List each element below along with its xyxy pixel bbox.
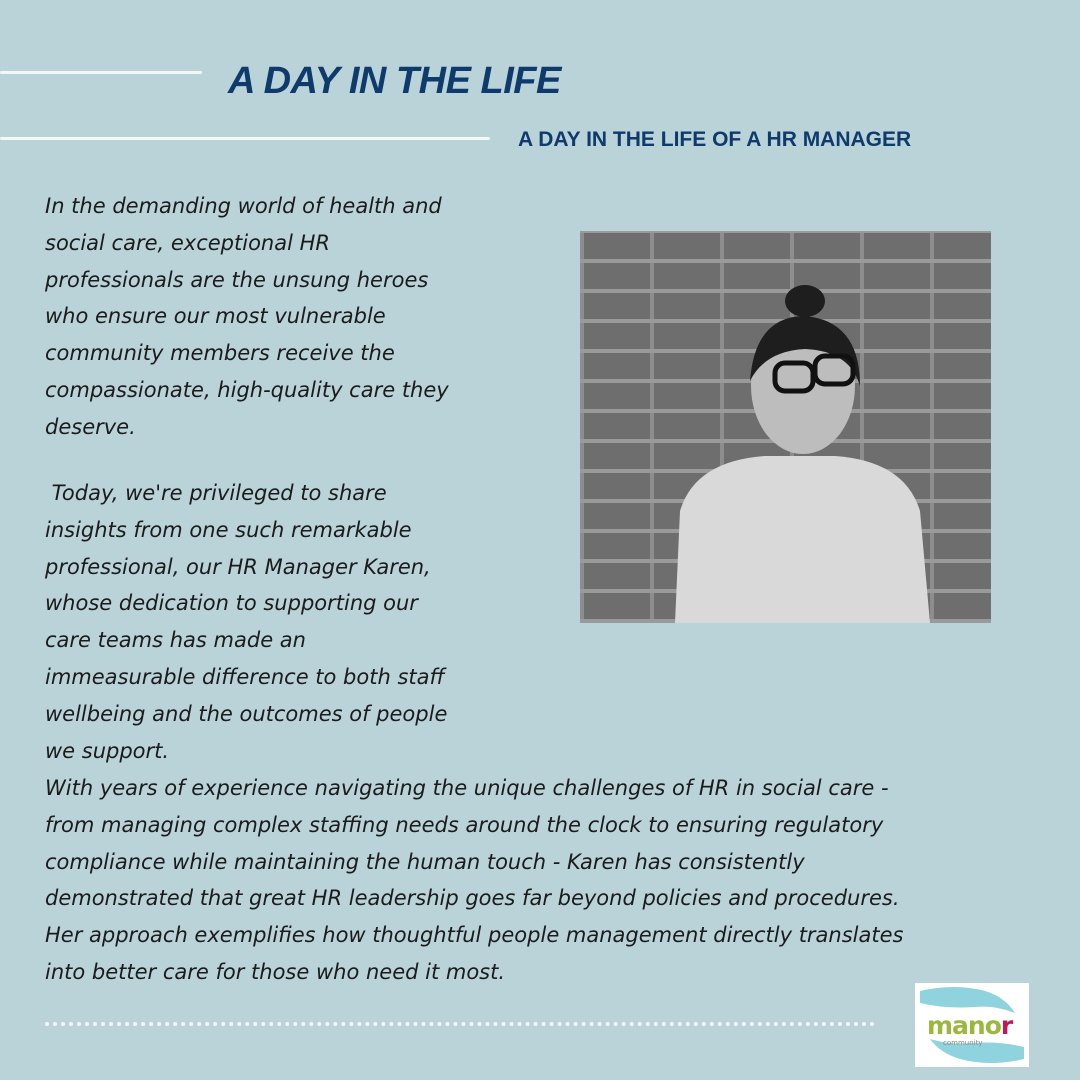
text-line: we support.: [45, 738, 170, 763]
text-line: professional, our HR Manager Karen,: [45, 554, 431, 579]
page-title: A DAY IN THE LIFE: [228, 60, 561, 102]
text-line: professionals are the unsung heroes: [45, 267, 429, 292]
text-line: into better care for those who need it most.: [45, 959, 506, 984]
text-line: community members receive the: [45, 341, 395, 366]
intro-paragraph: [45, 188, 449, 446]
text-line: care teams has made an: [45, 628, 306, 653]
manor-community-logo: [915, 983, 1029, 1067]
text-line: With years of experience navigating the unique challenges of HR in social care -: [45, 776, 889, 800]
text-line: immeasurable difference to both staff: [45, 664, 445, 689]
text-line: wellbeing and the outcomes of people: [45, 701, 448, 726]
experience-paragraph: [45, 770, 903, 991]
text-line: from managing complex staffing needs around the clock to ensuring regulatory: [45, 812, 884, 837]
person-silhouette: [655, 281, 945, 623]
dotted-divider: [45, 1022, 875, 1026]
logo-subtitle: community: [943, 1039, 983, 1047]
text-line: whose dedication to supporting our: [45, 591, 418, 616]
text-line: Today, we're privileged to share: [45, 481, 387, 505]
text-line: who ensure our most vulnerable: [45, 304, 386, 329]
portrait-photo: [580, 231, 991, 623]
text-line: Her approach exemplifies how thoughtful people management directly translates: [45, 923, 904, 948]
text-line: social care, exceptional HR: [45, 230, 330, 255]
logo-wordmark: manor: [927, 1011, 1013, 1040]
text-line: demonstrated that great HR leadership goes far beyond policies and procedures.: [45, 886, 900, 911]
text-line: compliance while maintaining the human touch - Karen has consistently: [45, 849, 805, 874]
header-rule-bottom: [0, 137, 490, 140]
text-line: compassionate, high-quality care they: [45, 377, 449, 402]
page-subtitle: A DAY IN THE LIFE OF A HR MANAGER: [518, 128, 912, 151]
text-line: insights from one such remarkable: [45, 517, 412, 542]
text-line: deserve.: [45, 414, 136, 439]
header-rule-top: [0, 71, 202, 74]
today-paragraph: [45, 475, 447, 769]
text-line: In the demanding world of health and: [45, 194, 442, 218]
